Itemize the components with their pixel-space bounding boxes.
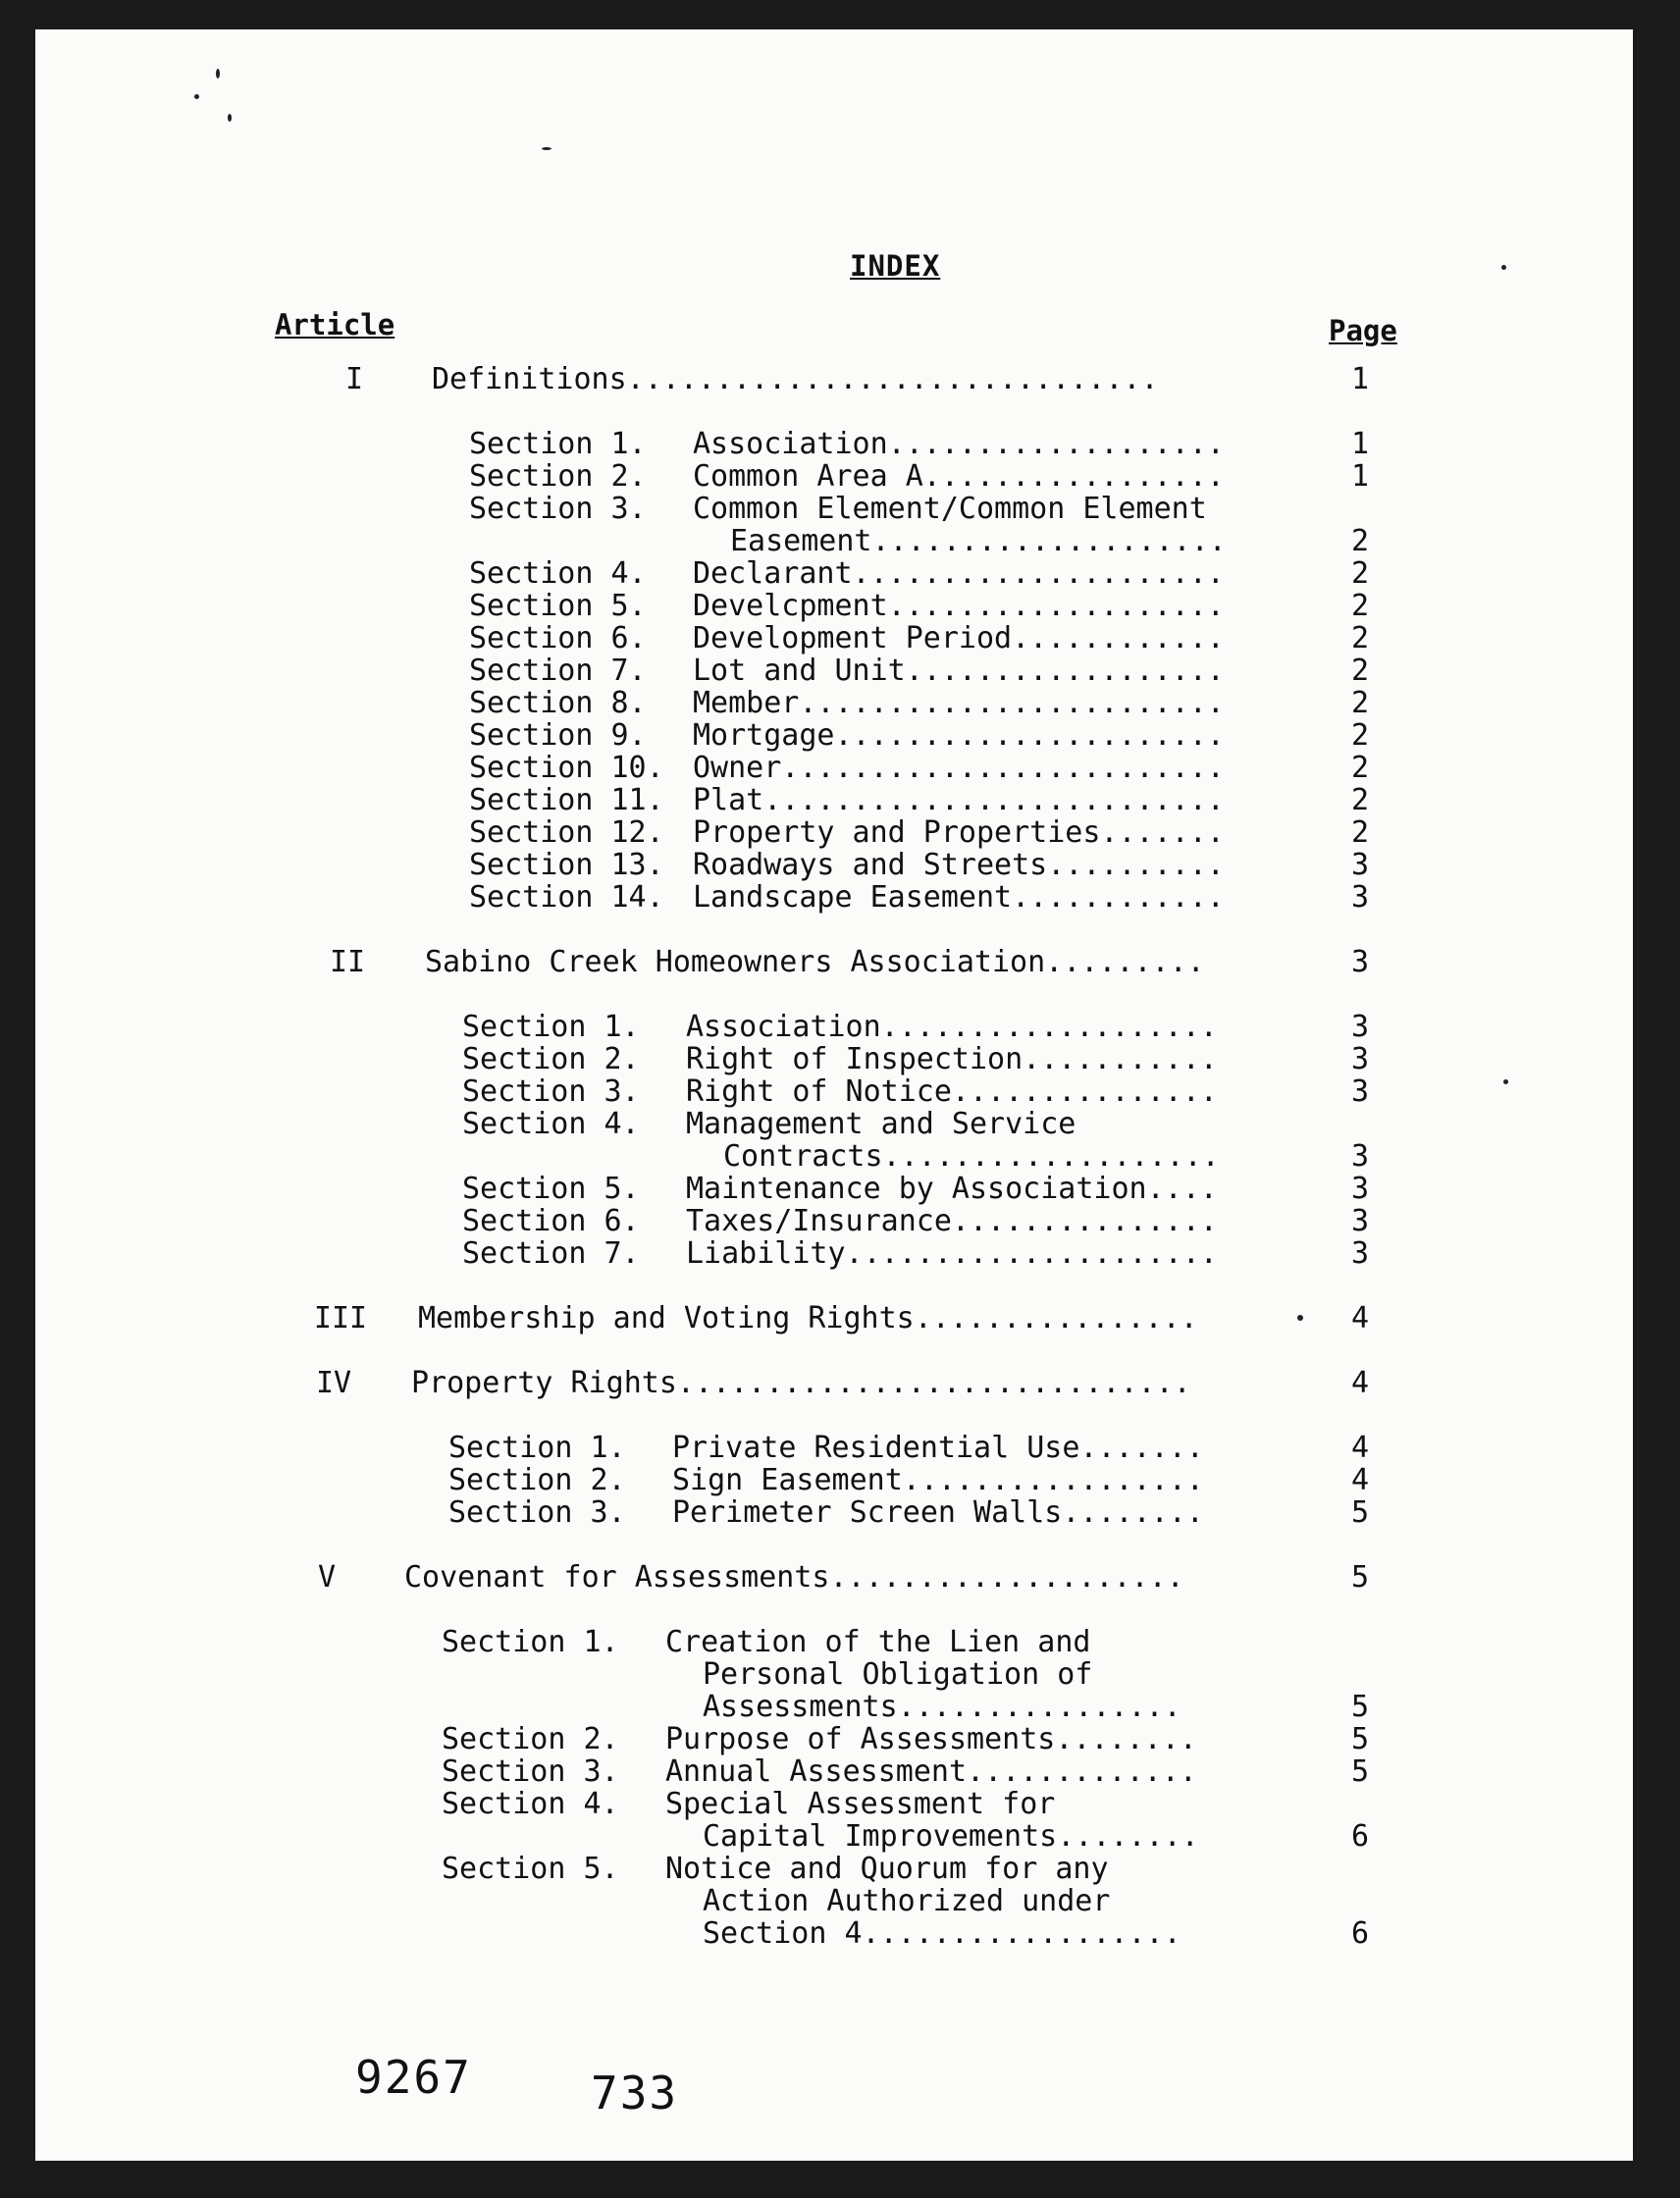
article-column-header: Article xyxy=(275,308,395,341)
article-numeral: II xyxy=(329,945,366,979)
article-title: Definitions.............................. xyxy=(432,362,1159,396)
section-title: Plat.......................... xyxy=(693,783,1225,817)
section-title: Property and Properties....... xyxy=(693,815,1225,850)
section-page-number: 5 xyxy=(1350,1495,1370,1530)
article-page-number: 1 xyxy=(1350,362,1370,396)
section-title: Association................... xyxy=(693,427,1225,461)
section-row xyxy=(35,881,1633,915)
section-title: Common Area A................. xyxy=(693,459,1225,494)
section-row xyxy=(35,1043,1633,1076)
section-page-number: 3 xyxy=(1350,880,1370,915)
section-page-number: 3 xyxy=(1350,1042,1370,1076)
article-page-number: 4 xyxy=(1350,1301,1370,1335)
scan-speck xyxy=(194,94,199,99)
section-page-number: 3 xyxy=(1350,1074,1370,1109)
section-label: Section 2. xyxy=(442,1722,619,1756)
section-row xyxy=(35,557,1633,591)
section-page-number: 3 xyxy=(1350,1010,1370,1044)
section-label: Section 1. xyxy=(469,427,647,461)
document-page xyxy=(35,29,1633,2161)
section-title: Annual Assessment............. xyxy=(665,1754,1197,1789)
section-label: Section 4. xyxy=(442,1787,619,1821)
section-row xyxy=(35,719,1633,753)
section-label: Section 10. xyxy=(469,751,664,785)
section-row xyxy=(35,1140,1633,1174)
section-title: Development Period............ xyxy=(693,621,1225,655)
scan-speck xyxy=(216,69,220,78)
section-label: Section 3. xyxy=(462,1074,640,1109)
section-row xyxy=(35,493,1633,526)
section-title: Perimeter Screen Walls........ xyxy=(672,1495,1204,1530)
section-row xyxy=(35,622,1633,655)
section-page-number: 3 xyxy=(1350,848,1370,882)
section-label: Section 12. xyxy=(469,815,664,850)
section-page-number: 2 xyxy=(1350,718,1370,753)
section-row xyxy=(35,525,1633,558)
section-label: Section 1. xyxy=(462,1010,640,1044)
section-label: Section 9. xyxy=(469,718,647,753)
section-title: Creation of the Lien and xyxy=(665,1625,1091,1659)
section-page-number: 2 xyxy=(1350,654,1370,688)
section-label: Section 1. xyxy=(442,1625,619,1659)
section-title: Capital Improvements........ xyxy=(703,1819,1199,1854)
section-page-number: 3 xyxy=(1350,1204,1370,1238)
section-title: Lot and Unit.................. xyxy=(693,654,1225,688)
section-row xyxy=(35,752,1633,785)
section-row xyxy=(35,1691,1633,1724)
section-title: Right of Notice............... xyxy=(686,1074,1218,1109)
scan-speck xyxy=(1501,265,1506,270)
section-title: Action Authorized under xyxy=(703,1884,1111,1918)
section-row xyxy=(35,654,1633,688)
article-numeral: V xyxy=(317,1560,337,1595)
article-page-number: 3 xyxy=(1350,945,1370,979)
section-row xyxy=(35,1205,1633,1238)
section-row xyxy=(35,816,1633,850)
section-row xyxy=(35,1496,1633,1530)
scan-speck xyxy=(542,147,551,150)
page-column-header: Page xyxy=(1329,314,1397,347)
section-row xyxy=(35,1723,1633,1756)
section-label: Section 4. xyxy=(462,1107,640,1141)
section-row xyxy=(35,1853,1633,1886)
section-label: Section 7. xyxy=(469,654,647,688)
section-page-number: 2 xyxy=(1350,524,1370,558)
section-page-number: 2 xyxy=(1350,815,1370,850)
section-row xyxy=(35,590,1633,623)
section-row xyxy=(35,1108,1633,1141)
section-page-number: 2 xyxy=(1350,556,1370,591)
section-label: Section 5. xyxy=(462,1172,640,1206)
section-title: Common Element/Common Element xyxy=(693,492,1207,526)
section-row xyxy=(35,460,1633,494)
section-label: Section 3. xyxy=(448,1495,626,1530)
article-page-number: 5 xyxy=(1350,1560,1370,1595)
section-row xyxy=(35,1917,1633,1951)
section-label: Section 6. xyxy=(462,1204,640,1238)
section-title: Management and Service xyxy=(686,1107,1076,1141)
section-page-number: 3 xyxy=(1350,1139,1370,1174)
section-title: Mortgage...................... xyxy=(693,718,1225,753)
section-title: Maintenance by Association.... xyxy=(686,1172,1218,1206)
section-row xyxy=(35,687,1633,720)
section-title: Section 4.................. xyxy=(703,1916,1181,1951)
section-title: Member........................ xyxy=(693,686,1225,720)
section-row xyxy=(35,1626,1633,1659)
section-page-number: 4 xyxy=(1350,1431,1370,1465)
section-title: Contracts................... xyxy=(723,1139,1220,1174)
section-page-number: 2 xyxy=(1350,783,1370,817)
article-row xyxy=(35,1367,1633,1400)
scan-speck xyxy=(228,114,232,122)
section-row xyxy=(35,849,1633,882)
section-page-number: 6 xyxy=(1350,1819,1370,1854)
section-title: Assessments................ xyxy=(703,1690,1181,1724)
section-label: Section 6. xyxy=(469,621,647,655)
section-row xyxy=(35,784,1633,817)
article-title: Sabino Creek Homeowners Association......... xyxy=(425,945,1205,979)
article-row xyxy=(35,946,1633,979)
section-label: Section 8. xyxy=(469,686,647,720)
section-title: Personal Obligation of xyxy=(703,1657,1093,1692)
section-label: Section 13. xyxy=(469,848,664,882)
section-page-number: 4 xyxy=(1350,1463,1370,1497)
section-page-number: 5 xyxy=(1350,1754,1370,1789)
section-title: Owner......................... xyxy=(693,751,1225,785)
article-row xyxy=(35,1302,1633,1335)
scan-speck xyxy=(1503,1079,1508,1084)
section-title: Right of Inspection........... xyxy=(686,1042,1218,1076)
section-row xyxy=(35,1464,1633,1497)
section-title: Declarant..................... xyxy=(693,556,1225,591)
section-label: Section 2. xyxy=(469,459,647,494)
section-page-number: 3 xyxy=(1350,1172,1370,1206)
section-label: Section 2. xyxy=(448,1463,626,1497)
section-title: Easement.................... xyxy=(730,524,1227,558)
article-row xyxy=(35,1561,1633,1595)
section-row xyxy=(35,428,1633,461)
section-row xyxy=(35,1755,1633,1789)
section-title: Sign Easement................. xyxy=(672,1463,1204,1497)
section-title: Association................... xyxy=(686,1010,1218,1044)
section-label: Section 14. xyxy=(469,880,664,915)
section-page-number: 5 xyxy=(1350,1722,1370,1756)
section-title: Special Assessment for xyxy=(665,1787,1056,1821)
section-row xyxy=(35,1237,1633,1271)
section-label: Section 5. xyxy=(442,1852,619,1886)
section-page-number: 3 xyxy=(1350,1236,1370,1271)
article-row xyxy=(35,363,1633,396)
page-stamp-number: 733 xyxy=(591,2067,679,2120)
section-title: Develcpment................... xyxy=(693,589,1225,623)
section-page-number: 2 xyxy=(1350,589,1370,623)
section-title: Landscape Easement............ xyxy=(693,880,1225,915)
section-label: Section 5. xyxy=(469,589,647,623)
section-label: Section 7. xyxy=(462,1236,640,1271)
section-row xyxy=(35,1885,1633,1918)
section-title: Purpose of Assessments........ xyxy=(665,1722,1197,1756)
section-page-number: 6 xyxy=(1350,1916,1370,1951)
page-title: INDEX xyxy=(850,249,941,283)
section-page-number: 1 xyxy=(1350,459,1370,494)
section-label: Section 3. xyxy=(442,1754,619,1789)
section-page-number: 2 xyxy=(1350,686,1370,720)
section-title: Private Residential Use....... xyxy=(672,1431,1204,1465)
section-label: Section 1. xyxy=(448,1431,626,1465)
section-page-number: 2 xyxy=(1350,751,1370,785)
section-title: Notice and Quorum for any xyxy=(665,1852,1109,1886)
section-title: Roadways and Streets.......... xyxy=(693,848,1225,882)
article-numeral: IV xyxy=(315,1366,352,1400)
section-row xyxy=(35,1788,1633,1821)
document-number: 9267 xyxy=(355,2051,472,2104)
section-title: Liability..................... xyxy=(686,1236,1218,1271)
article-page-number: 4 xyxy=(1350,1366,1370,1400)
section-label: Section 11. xyxy=(469,783,664,817)
section-label: Section 2. xyxy=(462,1042,640,1076)
section-page-number: 2 xyxy=(1350,621,1370,655)
section-label: Section 4. xyxy=(469,556,647,591)
scan-speck xyxy=(1297,1315,1303,1321)
article-numeral: III xyxy=(313,1301,368,1335)
section-label: Section 3. xyxy=(469,492,647,526)
section-row xyxy=(35,1432,1633,1465)
article-title: Covenant for Assessments.................... xyxy=(404,1560,1184,1595)
section-row xyxy=(35,1011,1633,1044)
section-page-number: 1 xyxy=(1350,427,1370,461)
section-row xyxy=(35,1820,1633,1854)
article-numeral: I xyxy=(344,362,364,396)
article-title: Membership and Voting Rights................ xyxy=(418,1301,1198,1335)
article-title: Property Rights............................. xyxy=(411,1366,1191,1400)
section-row xyxy=(35,1658,1633,1692)
section-row xyxy=(35,1173,1633,1206)
section-row xyxy=(35,1075,1633,1109)
section-title: Taxes/Insurance............... xyxy=(686,1204,1218,1238)
section-page-number: 5 xyxy=(1350,1690,1370,1724)
